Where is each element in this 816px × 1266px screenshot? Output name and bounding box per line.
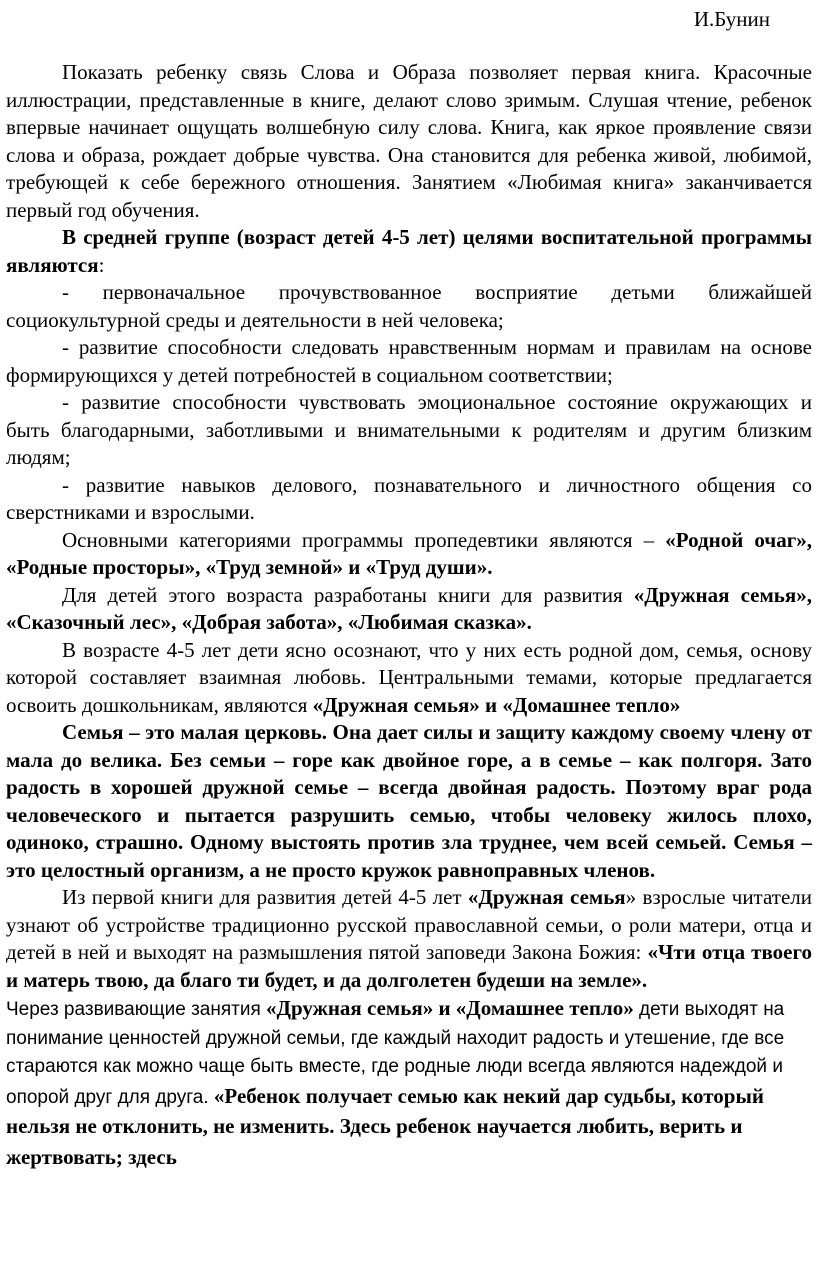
list-item-goal-2: - развитие способности следовать нравственным нормам и правилам на основе формирующихся у детей потребностей в социальном соответствии;: [6, 335, 812, 387]
family-church-bold: Семья – это малая церковь. Она дает силы и защиту каждому своему члену от мала до велика. Без семьи – горе как двойное горе, а в семье – как полгоря. Зато радость в хорошей дружной семье – всегда двойная радость. Поэтому враг рода человеческого и пытается разрушить семью, чтобы человеку жилось плохо, одиноко, страшно. Одному выстоять против зла труднее, чем всей семьей. Семья – это целостный организм, а не просто кружок равноправных членов.: [6, 720, 812, 882]
developing-lessons-text-a: Через развивающие занятия: [6, 999, 267, 1020]
document-body: [6, 59, 812, 1173]
list-item-goal-1: - первоначальное прочувствованное восприятие детьми ближайшей социокультурной среды и деятельности в ней человека;: [6, 280, 812, 332]
books-bold: «Дружная семья», «Сказочный лес», «Добрая забота», «Любимая сказка».: [6, 582, 812, 634]
first-book-family-text-c: » взрослые читатели узнают об устройстве традиционно русской православной семьи, о роли матери, отца и детей в ней и выходят на размышления пятой заповеди Закона Божия:: [6, 885, 812, 964]
paragraph-books: [6, 582, 812, 637]
paragraph-age-themes: [6, 637, 812, 720]
developing-lessons-bold-titles: «Дружная семья» и «Домашнее тепло»: [266, 996, 634, 1020]
goals-heading-colon: :: [98, 252, 105, 277]
developing-lessons-text-c: дети выходят на понимание ценностей дружной семьи, где каждый находит радость и утешение, где все стараются как можно чаще быть вместе, где родные люди всегда являются надеждой и опорой друг для друга.: [6, 999, 785, 1108]
first-book-family-text-a: Из первой книги для развития детей 4-5 лет: [62, 885, 468, 909]
first-book-family-bold-title: «Дружная семья: [467, 885, 626, 909]
categories-text: Основными категориями программы пропедевтики являются –: [62, 527, 666, 552]
list-item-goal-4: - развитие навыков делового, познавательного и личностного общения со сверстниками и взрослыми.: [6, 472, 812, 524]
age-themes-bold: «Дружная семья» и «Домашнее тепло»: [312, 692, 681, 717]
paragraph-first-book-family: [6, 884, 812, 994]
paragraph-categories: [6, 527, 812, 582]
paragraph-developing-lessons: [6, 994, 812, 1173]
goals-heading-bold: В средней группе (возраст детей 4-5 лет) целями воспитательной программы являются: [6, 225, 812, 277]
commandment-quote: «Чти отца твоего и матерь твою, да благо ти будет, и да долголетен будеши на земле».: [6, 940, 813, 992]
age-themes-text: В возрасте 4-5 лет дети ясно осознают, что у них есть родной дом, семья, основу которой составляет взаимная любовь. Центральными темами, которые предлагается освоить дошкольникам, являются: [6, 637, 812, 717]
categories-bold: «Родной очаг», «Родные просторы», «Труд земной» и «Труд души».: [6, 527, 813, 579]
developing-lessons-bold-quote: «Ребенок получает семью как некий дар судьбы, который нельзя не отклонить, не изменить. Здесь ребенок научается любить, верить и жертвовать; здесь: [6, 1083, 764, 1169]
paragraph-family-church: [6, 719, 812, 884]
paragraph-first-book: Показать ребенку связь Слова и Образа позволяет первая книга. Красочные иллюстрации, представленные в книге, делают слово зримым. Слушая чтение, ребенок впервые начинает ощущать волшебную силу слова. Книга, как яркое проявление связи слова и образа, рождает добрые чувства. Она становится для ребенка живой, любимой, требующей к себе бережного отношения. Занятием «Любимая книга» заканчивается первый год обучения.: [6, 60, 812, 222]
list-item-goal-3: - развитие способности чувствовать эмоциональное состояние окружающих и быть благодарными, заботливыми и внимательными к родителям и другим близким людям;: [6, 390, 812, 469]
books-text: Для детей этого возраста разработаны книги для развития: [62, 582, 634, 607]
paragraph-goals-heading: [6, 224, 812, 279]
author-name: И.Бунин: [693, 7, 770, 31]
